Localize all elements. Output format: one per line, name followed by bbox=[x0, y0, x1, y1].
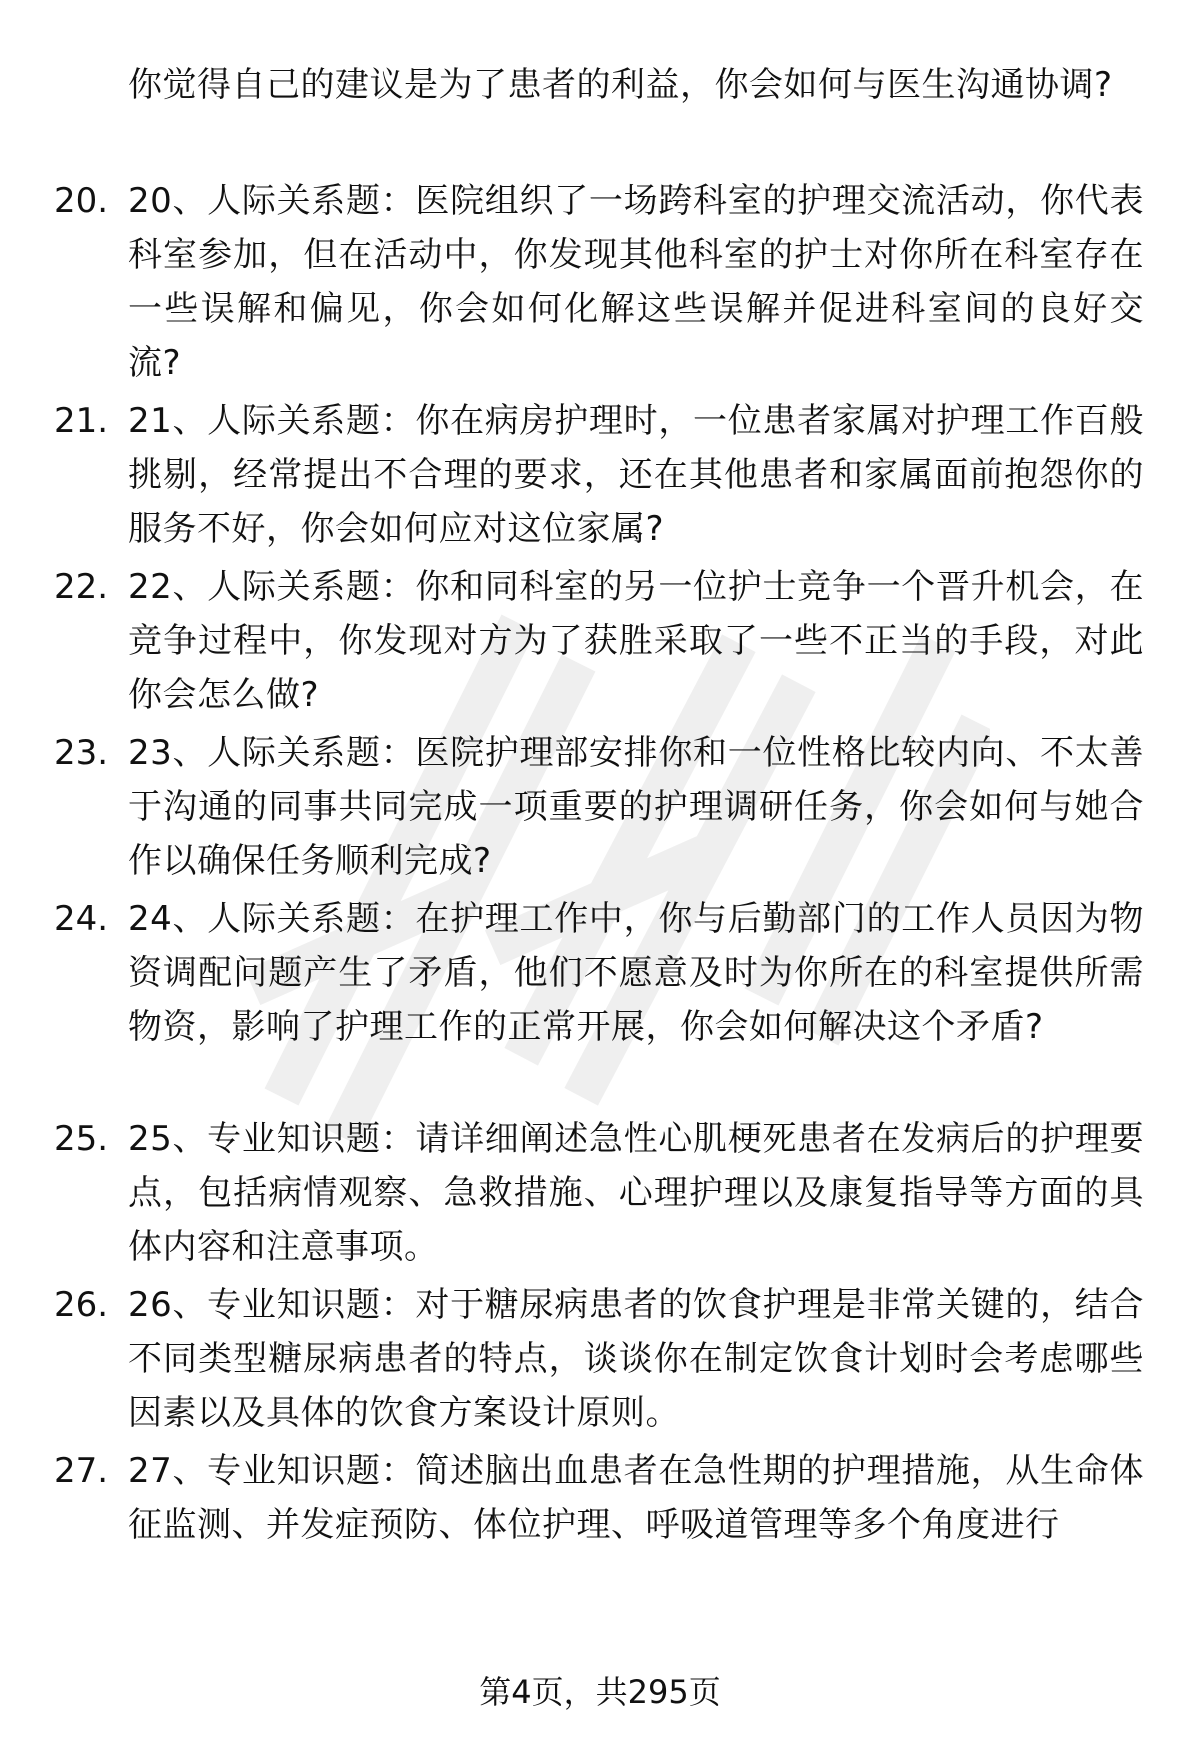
item-text: 24、人际关系题：在护理工作中，你与后勤部门的工作人员因为物资调配问题产生了矛盾，他们不愿意及时为你所在的科室提供所需物资，影响了护理工作的正常开展，你会如何解决这个矛盾? bbox=[128, 899, 1144, 1047]
item-text: 26、专业知识题：对于糖尿病患者的饮食护理是非常关键的，结合不同类型糖尿病患者的特点，谈谈你在制定饮食计划时会考虑哪些因素以及具体的饮食方案设计原则。 bbox=[128, 1285, 1144, 1433]
item-number: 23. bbox=[54, 733, 109, 773]
item-text: 25、专业知识题：请详细阐述急性心肌梗死患者在发病后的护理要点，包括病情观察、急救措施、心理护理以及康复指导等方面的具体内容和注意事项。 bbox=[128, 1119, 1144, 1267]
continuation-text: 你觉得自己的建议是为了患者的利益，你会如何与医生沟通协调? bbox=[128, 65, 1113, 105]
item-number: 25. bbox=[54, 1119, 109, 1159]
page-footer: 第4页，共295页 bbox=[479, 1673, 721, 1711]
item-number: 20. bbox=[54, 181, 109, 221]
item-text: 22、人际关系题：你和同科室的另一位护士竞争一个晋升机会，在竞争过程中，你发现对方为了获胜采取了一些不正当的手段，对此你会怎么做? bbox=[128, 567, 1144, 715]
item-number: 26. bbox=[54, 1285, 109, 1325]
item-number: 21. bbox=[54, 401, 109, 441]
item-number: 24. bbox=[54, 899, 109, 939]
item-text: 23、人际关系题：医院护理部安排你和一位性格比较内向、不太善于沟通的同事共同完成一项重要的护理调研任务，你会如何与她合作以确保任务顺利完成? bbox=[128, 733, 1144, 881]
item-text: 27、专业知识题：简述脑出血患者在急性期的护理措施，从生命体征监测、并发症预防、体位护理、呼吸道管理等多个角度进行 bbox=[128, 1451, 1144, 1545]
item-text: 21、人际关系题：你在病房护理时，一位患者家属对护理工作百般挑剔，经常提出不合理的要求，还在其他患者和家属面前抱怨你的服务不好，你会如何应对这位家属? bbox=[128, 401, 1144, 549]
item-number: 22. bbox=[54, 567, 109, 607]
item-text: 20、人际关系题：医院组织了一场跨科室的护理交流活动，你代表科室参加，但在活动中，你发现其他科室的护士对你所在科室存在一些误解和偏见，你会如何化解这些误解并促进科室间的良好交流? bbox=[128, 181, 1144, 383]
item-number: 27. bbox=[54, 1451, 109, 1491]
